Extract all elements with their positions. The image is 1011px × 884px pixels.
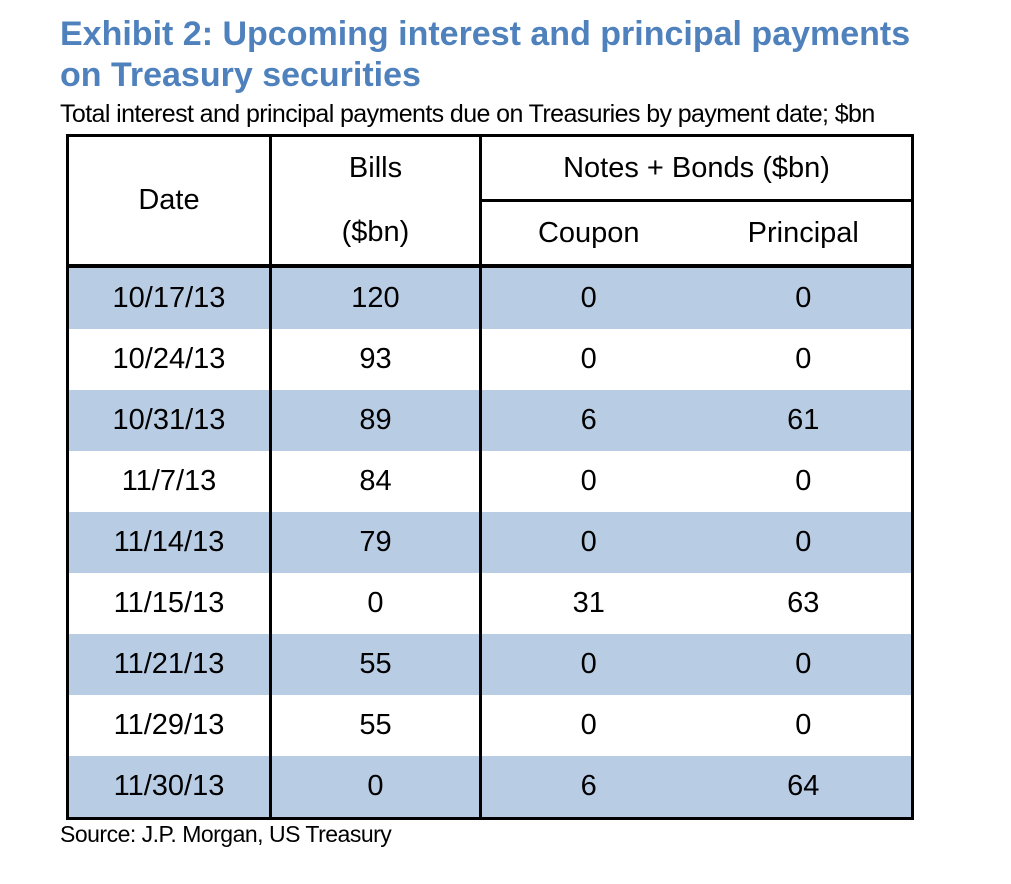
- cell-principal: 0: [696, 266, 913, 329]
- cell-bills: 55: [271, 695, 481, 756]
- exhibit-subtitle: Total interest and principal payments due on Treasuries by payment date; $bn: [60, 100, 875, 128]
- cell-bills: 55: [271, 634, 481, 695]
- table-row: [68, 451, 913, 512]
- cell-date: 11/15/13: [68, 573, 271, 634]
- cell-date: 10/24/13: [68, 329, 271, 390]
- cell-coupon: 6: [481, 390, 696, 451]
- cell-date: 11/30/13: [68, 756, 271, 819]
- cell-bills: 0: [271, 756, 481, 819]
- cell-principal: 0: [696, 695, 913, 756]
- cell-coupon: 6: [481, 756, 696, 819]
- header-notes-bonds: Notes + Bonds ($bn): [481, 136, 913, 201]
- cell-coupon: 0: [481, 634, 696, 695]
- title-line-2: on Treasury securities: [60, 56, 421, 94]
- cell-bills: 84: [271, 451, 481, 512]
- payments-table-container: [66, 134, 911, 819]
- cell-date: 11/29/13: [68, 695, 271, 756]
- table-row: [68, 634, 913, 695]
- cell-date: 11/14/13: [68, 512, 271, 573]
- cell-principal: 64: [696, 756, 913, 819]
- cell-principal: 0: [696, 451, 913, 512]
- table-body: [68, 266, 913, 819]
- payments-table: [66, 134, 914, 820]
- cell-principal: 0: [696, 512, 913, 573]
- cell-date: 11/21/13: [68, 634, 271, 695]
- cell-date: 10/17/13: [68, 266, 271, 329]
- cell-bills: 93: [271, 329, 481, 390]
- cell-coupon: 0: [481, 329, 696, 390]
- cell-bills: 89: [271, 390, 481, 451]
- table-row: [68, 329, 913, 390]
- exhibit-title: [60, 14, 990, 96]
- header-date: Date: [68, 136, 271, 267]
- cell-coupon: 0: [481, 512, 696, 573]
- title-line-1: Exhibit 2: Upcoming interest and principal payments: [60, 15, 911, 53]
- cell-principal: 0: [696, 634, 913, 695]
- table-row: [68, 512, 913, 573]
- cell-coupon: 0: [481, 695, 696, 756]
- source-note: Source: J.P. Morgan, US Treasury: [60, 821, 392, 847]
- cell-date: 11/7/13: [68, 451, 271, 512]
- cell-coupon: 0: [481, 266, 696, 329]
- header-coupon: Coupon: [481, 201, 696, 267]
- table-row: [68, 390, 913, 451]
- cell-coupon: 0: [481, 451, 696, 512]
- cell-date: 10/31/13: [68, 390, 271, 451]
- table-row: [68, 573, 913, 634]
- table-row: [68, 756, 913, 819]
- header-bills-line-2: ($bn): [271, 201, 481, 267]
- cell-bills: 79: [271, 512, 481, 573]
- header-principal: Principal: [696, 201, 913, 267]
- table-row: [68, 695, 913, 756]
- table-row: [68, 266, 913, 329]
- cell-bills: 0: [271, 573, 481, 634]
- cell-principal: 63: [696, 573, 913, 634]
- cell-bills: 120: [271, 266, 481, 329]
- header-bills-line-1: Bills: [271, 136, 481, 201]
- cell-principal: 0: [696, 329, 913, 390]
- cell-coupon: 31: [481, 573, 696, 634]
- cell-principal: 61: [696, 390, 913, 451]
